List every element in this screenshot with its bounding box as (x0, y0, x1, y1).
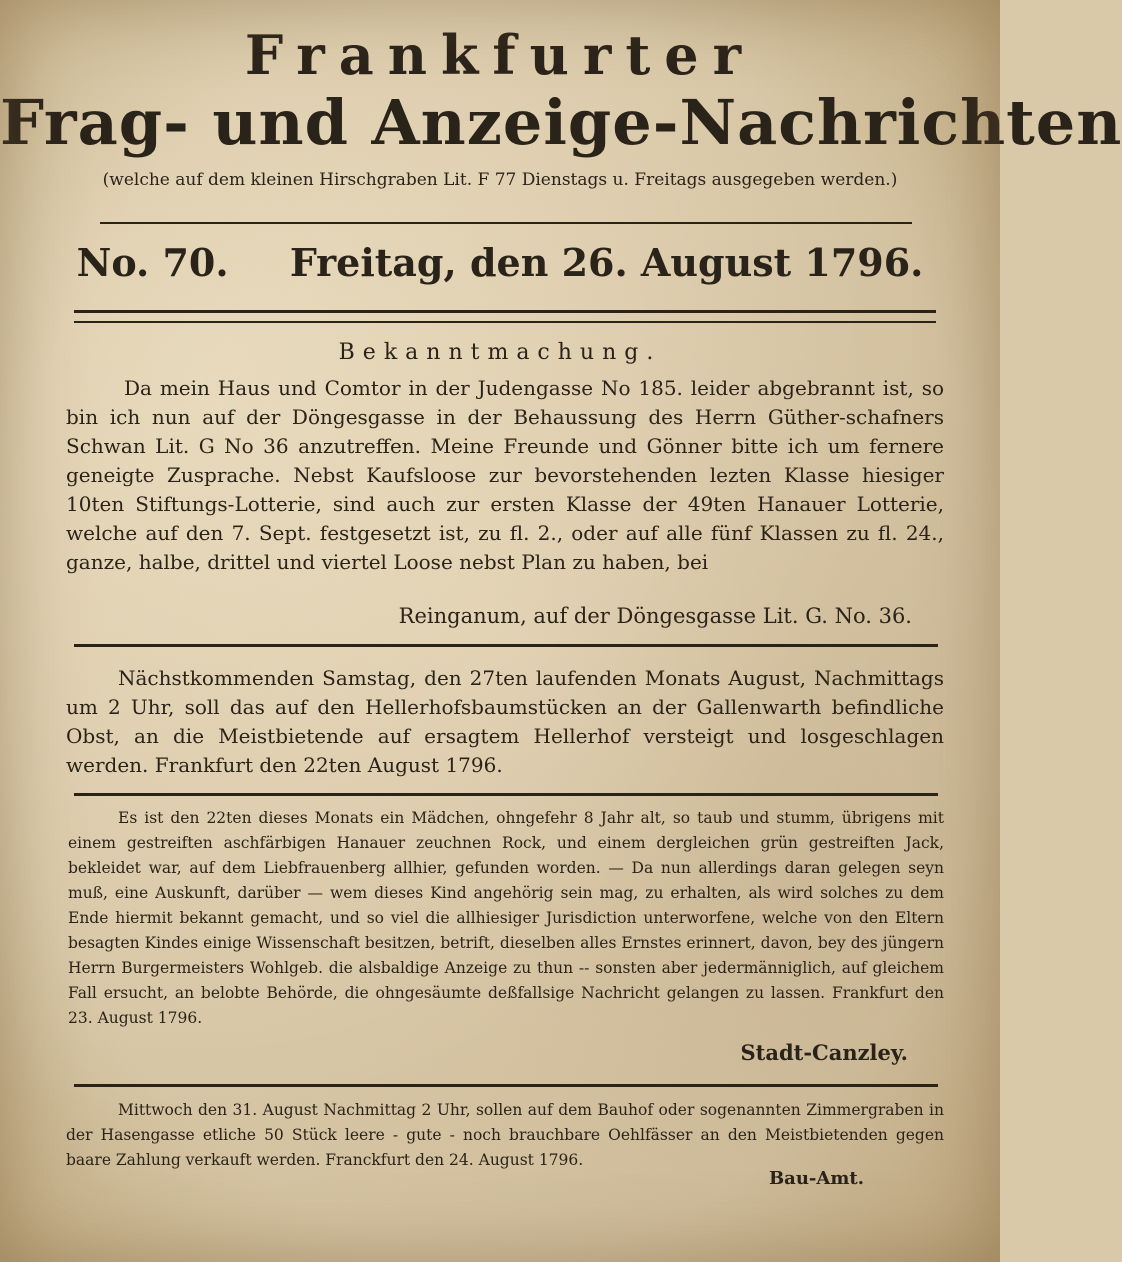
notice-obst-auction-body: Nächstkommenden Samstag, den 27ten laufenden Monats August, Nachmittags um 2 Uhr, soll das auf den Hellerhofsbaumstücken an der Gallenwarth befindliche Obst, an die Meistbietende auf ersagtem Hellerhof versteigt und losgeschlagen werden. Frankfurt den 22ten August 1796. (66, 666, 944, 777)
notice-barrel-auction-signature: Bau-Amt. (768, 1168, 864, 1189)
notice-obst-auction (66, 664, 944, 780)
notice-reinganum (66, 374, 944, 577)
notice-found-child (68, 806, 944, 1031)
notice-reinganum-body: Da mein Haus und Comtor in der Judengasse No 185. leider abgebrannt ist, so bin ich nun auf der Döngesgasse in der Behaussung des Herrn Güther-schafners Schwan Lit. G No 36 anzutreffen. Meine Freunde und Gönner bitte ich um fernere geneigte Zusprache. Nebst Kaufsloose zur bevorstehenden lezten Klasse hiesiger 10ten Stiftungs-Lotterie, sind auch zur ersten Klasse der 49ten Hanauer Lotterie, welche auf den 7. Sept. festgesetzt ist, zu fl. 2., oder auf alle fünf Klassen zu fl. 24., ganze, halbe, drittel und viertel Loose nebst Plan zu haben, bei (66, 376, 944, 574)
notice-found-child-signature: Stadt-Canzley. (740, 1040, 908, 1065)
notice-title: Bekanntmachung. (338, 340, 662, 365)
divider-rule (74, 644, 938, 647)
notice-barrel-auction (66, 1098, 944, 1173)
issue-number: No. 70. (76, 240, 229, 285)
notice-barrel-auction-body: Mittwoch den 31. August Nachmittag 2 Uhr, sollen auf dem Bauhof oder sogenannten Zimmergraben in der Hasengasse etliche 50 Stück leere - gute - noch brauchbare Oehlfässer an den Meistbietenden gegen baare Zahlung verkauft werden. Franckfurt den 24. August 1796. (66, 1101, 944, 1169)
notice-found-child-body: Es ist den 22ten dieses Monats ein Mädchen, ohngefehr 8 Jahr alt, so taub und stumm, übrigens mit einem gestreiften aschfärbigen Hanauer zeuchnen Rock, und einem dergleichen grün gestreiften Jack, bekleidet war, auf dem Liebfrauenberg allhier, gefunden worden. — Da nun allerdings daran gelegen seyn muß, eine Auskunft, darüber — wem dieses Kind angehörig sein mag, zu erhalten, als wird solches zu dem Ende hiermit bekannt gemacht, und so viel die allhiesiger Jurisdiction unterworfene, welche von den Eltern besagten Kindes einige Wissenschaft besitzen, betrift, dieselben alles Ernstes erinnert, davon, bey des jüngern Herrn Burgermeisters Wohlgeb. die alsbaldige Anzeige zu thun -- sonsten aber jedermänniglich, auf gleichem Fall ersucht, an belobte Behörde, die ohngesäumte deßfallsige Nachricht gelangen zu lassen. Frankfurt den 23. August 1796. (68, 809, 944, 1027)
masthead-title-line1: Frankfurter (244, 23, 756, 87)
divider-rule (74, 793, 938, 796)
notice-reinganum-signature: Reinganum, auf der Döngesgasse Lit. G. No. 36. (398, 604, 912, 628)
masthead-title-line2: Frag- und Anzeige-Nachrichten (0, 86, 1122, 159)
issue-date: Freitag, den 26. August 1796. (289, 240, 924, 285)
issue-line (0, 240, 1000, 285)
double-divider-rule (74, 310, 936, 323)
masthead-subtitle: (welche auf dem kleinen Hirschgraben Lit. F 77 Dienstags u. Freitags ausgegeben werden.) (102, 170, 898, 190)
divider-rule (74, 1084, 938, 1087)
divider-rule (100, 222, 912, 224)
